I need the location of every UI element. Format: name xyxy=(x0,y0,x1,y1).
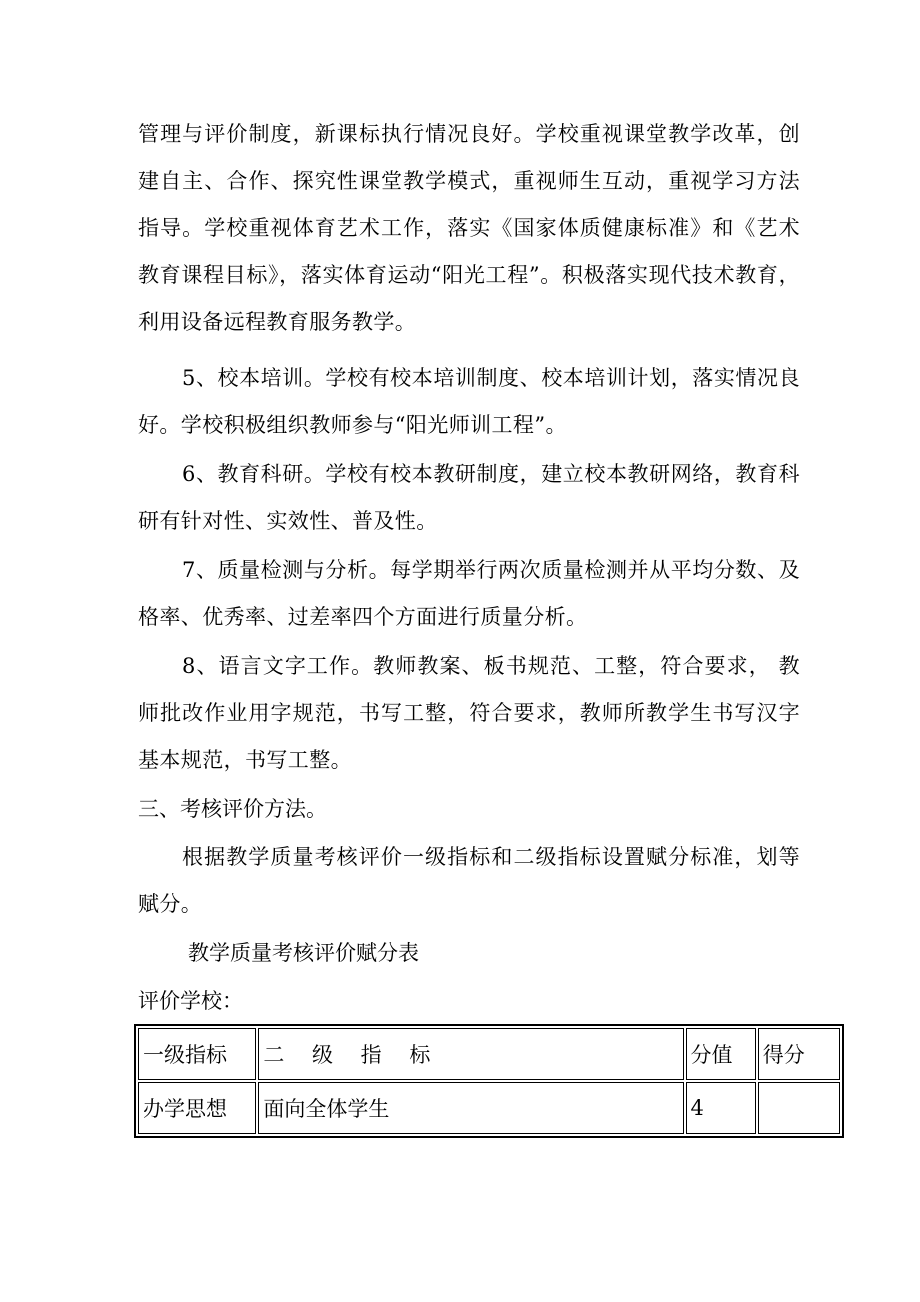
paragraph-education-research: 6、教育科研。学校有校本教研制度，建立校本教研网络，教育科研有针对性、实效性、普及性。 xyxy=(138,462,800,533)
section-heading: 三、考核评价方法。 xyxy=(138,797,327,821)
header-second-level-indicator: 二 级 指 标 xyxy=(258,1028,683,1080)
paragraph-evaluation-method: 根据教学质量考核评价一级指标和二级指标设置赋分标准，划等赋分。 xyxy=(138,845,800,916)
paragraph-language-work: 8、语言文字工作。教师教案、板书规范、工整，符合要求， 教师批改作业用字规范，书写工整，符合要求，教师所教学生书写汉字基本规范，书写工整。 xyxy=(138,654,800,772)
header-score-value: 分值 xyxy=(686,1028,756,1080)
cell-second-level: 面向全体学生 xyxy=(258,1082,683,1134)
paragraph-school-training: 5、校本培训。学校有校本培训制度、校本培训计划，落实情况良好。学校积极组织教师参与“阳光师训工程”。 xyxy=(138,366,800,437)
school-label: 评价学校： xyxy=(138,989,243,1013)
cell-first-level: 办学思想 xyxy=(138,1082,256,1134)
header-first-level-indicator: 一级指标 xyxy=(138,1028,256,1080)
paragraph-teaching-management: 管理与评价制度，新课标执行情况良好。学校重视课堂教学改革，创建自主、合作、探究性课堂教学模式，重视师生互动，重视学习方法指导。学校重视体育艺术工作，落实《国家体质健康标准》和《艺术教育课程目标》，落实体育运动“阳光工程”。积极落实现代技术教育，利用设备远程教育服务教学。 xyxy=(138,122,800,334)
table-title: 教学质量考核评价赋分表 xyxy=(188,941,419,965)
score-table xyxy=(134,1024,844,1138)
cell-score-value: 4 xyxy=(686,1082,756,1134)
table-header-row xyxy=(138,1028,840,1080)
paragraph-quality-testing: 7、质量检测与分析。每学期举行两次质量检测并从平均分数、及格率、优秀率、过差率四个方面进行质量分析。 xyxy=(138,558,800,629)
cell-obtained-score xyxy=(758,1082,840,1134)
table-row xyxy=(138,1082,840,1134)
header-obtained-score: 得分 xyxy=(758,1028,840,1080)
